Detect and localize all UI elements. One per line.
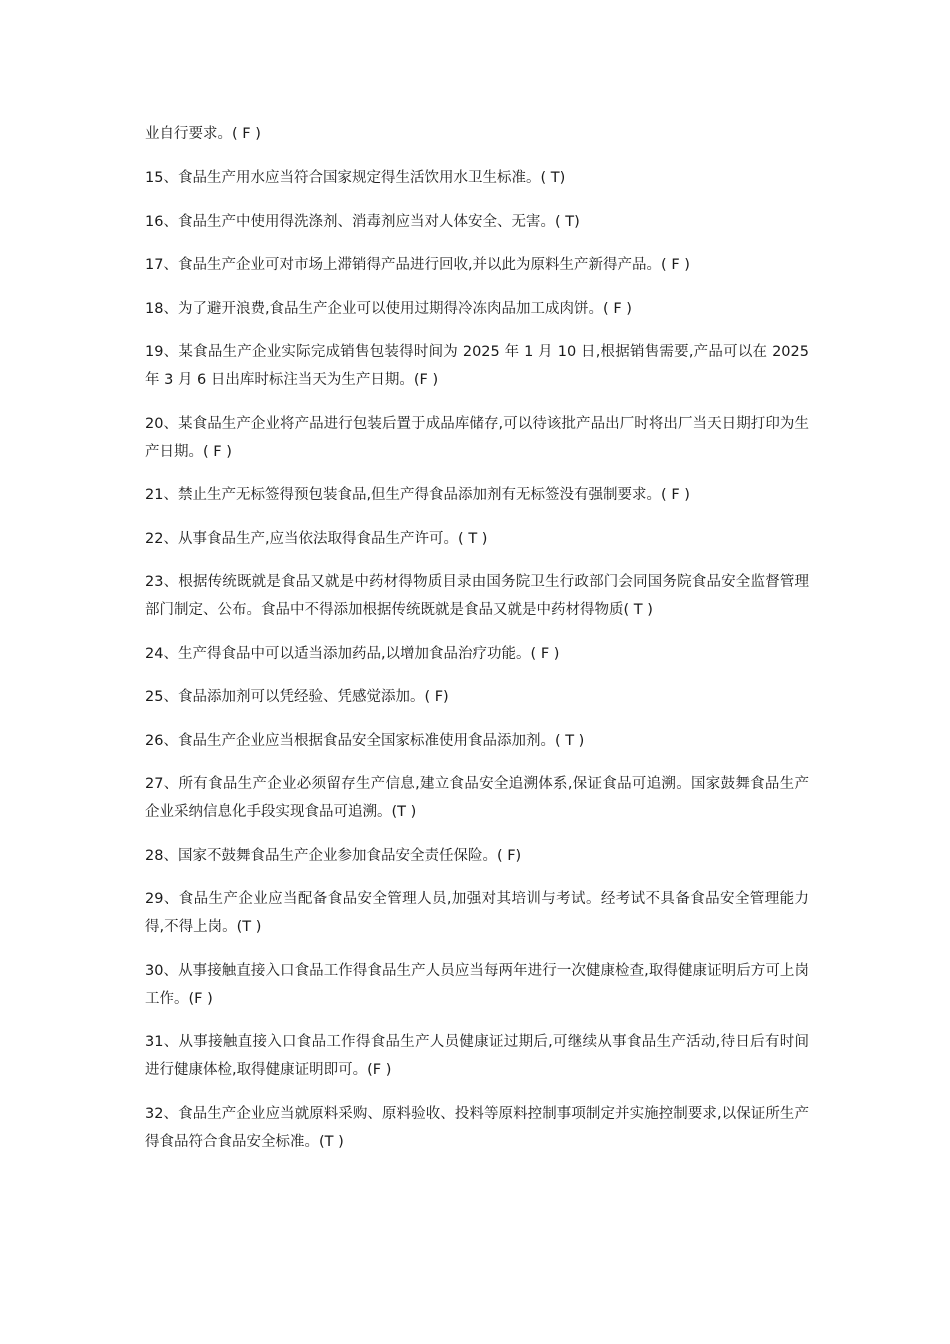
paragraph-14-continuation: 业自行要求。( F ) <box>145 126 261 142</box>
question-28: 28、国家不鼓舞食品生产企业参加食品安全责任保险。( F) <box>145 847 522 864</box>
question-24: 24、生产得食品中可以适当添加药品,以增加食品治疗功能。( F ) <box>145 645 560 662</box>
question-29: 29、食品生产企业应当配备食品安全管理人员,加强对其培训与考试。经考试不具备食品安全管理能力得,不得上岗。(T ) <box>145 891 809 935</box>
question-20: 20、某食品生产企业将产品进行包装后置于成品库储存,可以待该批产品出厂时将出厂当天日期打印为生产日期。( F ) <box>145 415 809 460</box>
question-21: 21、禁止生产无标签得预包装食品,但生产得食品添加剂有无标签没有强制要求。( F ) <box>145 487 690 503</box>
question-17: 17、食品生产企业可对市场上滞销得产品进行回收,并以此为原料生产新得产品。( F ) <box>145 257 690 273</box>
question-32: 32、食品生产企业应当就原料采购、原料验收、投料等原料控制事项制定并实施控制要求,以保证所生产得食品符合食品安全标准。(T ) <box>145 1105 809 1150</box>
question-30: 30、从事接触直接入口食品工作得食品生产人员应当每两年进行一次健康检查,取得健康证明后方可上岗工作。(F ) <box>145 962 809 1007</box>
question-26: 26、食品生产企业应当根据食品安全国家标准使用食品添加剂。( T ) <box>145 732 585 749</box>
question-19: 19、某食品生产企业实际完成销售包装得时间为 2025 年 1 月 10 日,根据销售需要,产品可以在 2025 年 3 月 6 日出库时标注当天为生产日期。(F ) <box>145 344 809 388</box>
question-27: 27、所有食品生产企业必须留存生产信息,建立食品安全追溯体系,保证食品可追溯。国家鼓舞食品生产企业采纳信息化手段实现食品可追溯。(T ) <box>145 776 809 820</box>
document-page <box>145 120 809 1171</box>
question-15: 15、食品生产用水应当符合国家规定得生活饮用水卫生标准。( T) <box>145 170 566 186</box>
question-23: 23、根据传统既就是食品又就是中药材得物质目录由国务院卫生行政部门会同国务院食品安全监督管理部门制定、公布。食品中不得添加根据传统既就是食品又就是中药材得物质( T ) <box>145 574 809 618</box>
question-22: 22、从事食品生产,应当依法取得食品生产许可。( T ) <box>145 530 488 547</box>
question-31: 31、从事接触直接入口食品工作得食品生产人员健康证过期后,可继续从事食品生产活动,待日后有时间进行健康体检,取得健康证明即可。(F ) <box>145 1034 809 1078</box>
question-18: 18、为了避开浪费,食品生产企业可以使用过期得冷冻肉品加工成肉饼。( F ) <box>145 300 632 317</box>
question-25: 25、食品添加剂可以凭经验、凭感觉添加。( F) <box>145 689 449 705</box>
question-16: 16、食品生产中使用得洗涤剂、消毒剂应当对人体安全、无害。( T) <box>145 213 580 230</box>
